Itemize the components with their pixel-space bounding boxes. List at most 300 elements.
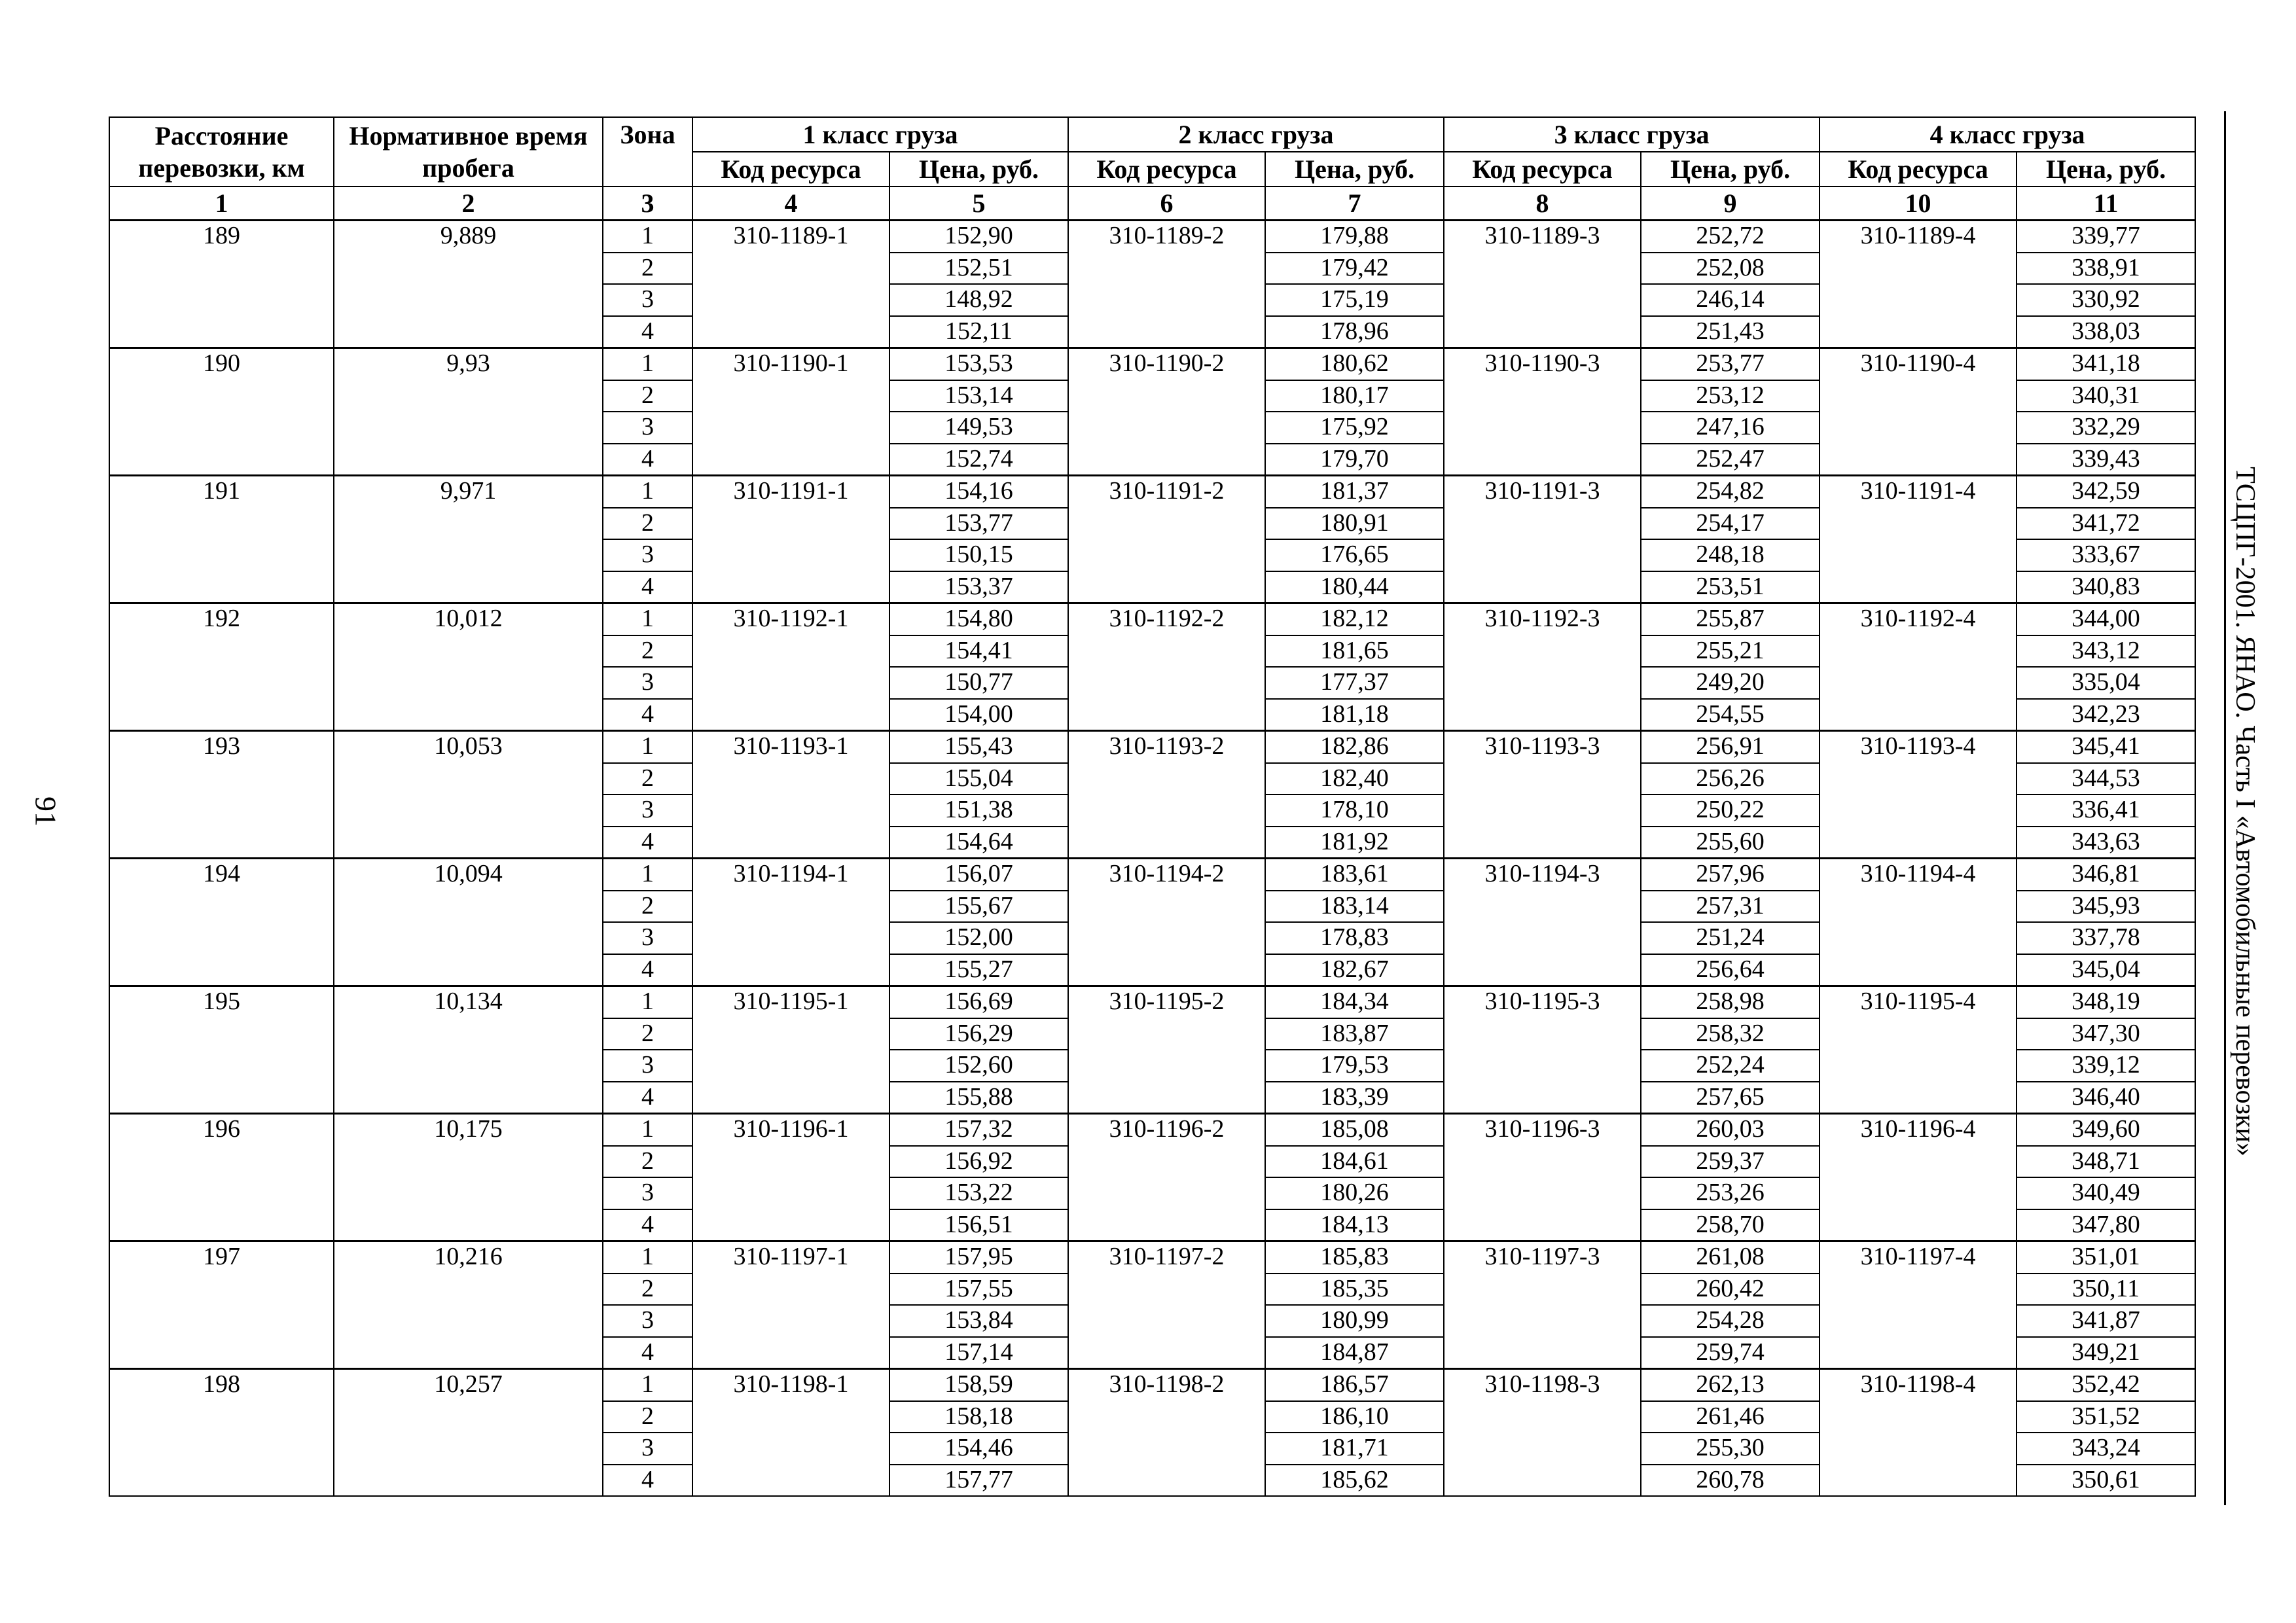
resource-code-cell: 310-1191-1 xyxy=(692,476,889,603)
tariff-table xyxy=(109,116,2196,1497)
price-cell: 152,11 xyxy=(889,316,1068,348)
price-cell: 157,77 xyxy=(889,1465,1068,1497)
price-cell: 253,77 xyxy=(1641,348,1820,380)
column-number-row xyxy=(109,187,2195,221)
column-number: 3 xyxy=(603,187,692,221)
distance-cell: 193 xyxy=(109,731,334,859)
price-cell: 152,00 xyxy=(889,922,1068,954)
price-cell: 252,08 xyxy=(1641,253,1820,285)
price-cell: 333,67 xyxy=(2017,539,2195,571)
price-cell: 250,22 xyxy=(1641,794,1820,827)
resource-code-cell: 310-1194-2 xyxy=(1068,859,1265,986)
price-cell: 251,43 xyxy=(1641,316,1820,348)
price-cell: 252,47 xyxy=(1641,444,1820,476)
resource-code-cell: 310-1189-1 xyxy=(692,221,889,348)
price-cell: 154,64 xyxy=(889,827,1068,859)
price-cell: 349,60 xyxy=(2017,1114,2195,1146)
price-cell: 251,24 xyxy=(1641,922,1820,954)
price-cell: 342,59 xyxy=(2017,476,2195,508)
price-cell: 185,83 xyxy=(1265,1241,1444,1274)
resource-code-cell: 310-1190-3 xyxy=(1444,348,1641,476)
price-cell: 255,30 xyxy=(1641,1433,1820,1465)
resource-code-cell: 310-1193-2 xyxy=(1068,731,1265,859)
price-cell: 179,88 xyxy=(1265,221,1444,253)
price-cell: 346,81 xyxy=(2017,859,2195,891)
price-cell: 182,40 xyxy=(1265,763,1444,795)
header-code: Код ресурса xyxy=(1068,152,1265,187)
header-distance: Расстояние перевозки, км xyxy=(109,117,334,187)
price-cell: 340,83 xyxy=(2017,571,2195,603)
price-cell: 180,26 xyxy=(1265,1177,1444,1209)
price-cell: 249,20 xyxy=(1641,667,1820,699)
price-cell: 246,14 xyxy=(1641,284,1820,316)
price-cell: 183,87 xyxy=(1265,1018,1444,1050)
zone-cell: 2 xyxy=(603,1274,692,1306)
price-cell: 350,11 xyxy=(2017,1274,2195,1306)
price-cell: 257,31 xyxy=(1641,891,1820,923)
resource-code-cell: 310-1190-2 xyxy=(1068,348,1265,476)
price-cell: 157,32 xyxy=(889,1114,1068,1146)
price-cell: 257,65 xyxy=(1641,1082,1820,1114)
zone-cell: 2 xyxy=(603,1018,692,1050)
price-cell: 255,21 xyxy=(1641,635,1820,668)
zone-cell: 4 xyxy=(603,316,692,348)
price-cell: 342,23 xyxy=(2017,699,2195,731)
price-cell: 341,72 xyxy=(2017,508,2195,540)
zone-cell: 4 xyxy=(603,1209,692,1241)
resource-code-cell: 310-1191-2 xyxy=(1068,476,1265,603)
zone-cell: 1 xyxy=(603,348,692,380)
price-cell: 253,12 xyxy=(1641,380,1820,412)
price-cell: 260,78 xyxy=(1641,1465,1820,1497)
price-cell: 176,65 xyxy=(1265,539,1444,571)
price-cell: 152,74 xyxy=(889,444,1068,476)
table-row xyxy=(109,348,2195,380)
price-cell: 184,13 xyxy=(1265,1209,1444,1241)
norm-time-cell: 10,134 xyxy=(334,986,603,1114)
price-cell: 183,61 xyxy=(1265,859,1444,891)
resource-code-cell: 310-1195-1 xyxy=(692,986,889,1114)
price-cell: 155,43 xyxy=(889,731,1068,763)
resource-code-cell: 310-1196-1 xyxy=(692,1114,889,1241)
resource-code-cell: 310-1194-1 xyxy=(692,859,889,986)
price-cell: 258,70 xyxy=(1641,1209,1820,1241)
header-class-4: 4 класс груза xyxy=(1820,117,2195,152)
column-number: 2 xyxy=(334,187,603,221)
distance-cell: 190 xyxy=(109,348,334,476)
price-cell: 179,53 xyxy=(1265,1050,1444,1082)
resource-code-cell: 310-1197-2 xyxy=(1068,1241,1265,1369)
price-cell: 343,24 xyxy=(2017,1433,2195,1465)
resource-code-cell: 310-1194-3 xyxy=(1444,859,1641,986)
price-cell: 153,53 xyxy=(889,348,1068,380)
price-cell: 259,74 xyxy=(1641,1337,1820,1369)
resource-code-cell: 310-1193-3 xyxy=(1444,731,1641,859)
price-cell: 157,14 xyxy=(889,1337,1068,1369)
price-cell: 186,10 xyxy=(1265,1401,1444,1433)
price-cell: 185,35 xyxy=(1265,1274,1444,1306)
price-cell: 344,53 xyxy=(2017,763,2195,795)
price-cell: 256,64 xyxy=(1641,954,1820,986)
header-code: Код ресурса xyxy=(692,152,889,187)
price-cell: 352,42 xyxy=(2017,1369,2195,1401)
resource-code-cell: 310-1190-4 xyxy=(1820,348,2017,476)
price-cell: 343,12 xyxy=(2017,635,2195,668)
zone-cell: 2 xyxy=(603,635,692,668)
zone-cell: 4 xyxy=(603,699,692,731)
price-cell: 345,93 xyxy=(2017,891,2195,923)
price-cell: 345,41 xyxy=(2017,731,2195,763)
price-cell: 261,08 xyxy=(1641,1241,1820,1274)
price-cell: 182,86 xyxy=(1265,731,1444,763)
price-cell: 255,60 xyxy=(1641,827,1820,859)
table-row xyxy=(109,221,2195,253)
price-cell: 156,07 xyxy=(889,859,1068,891)
price-cell: 177,37 xyxy=(1265,667,1444,699)
norm-time-cell: 10,216 xyxy=(334,1241,603,1369)
zone-cell: 3 xyxy=(603,667,692,699)
price-cell: 181,92 xyxy=(1265,827,1444,859)
price-cell: 178,10 xyxy=(1265,794,1444,827)
resource-code-cell: 310-1189-2 xyxy=(1068,221,1265,348)
price-cell: 262,13 xyxy=(1641,1369,1820,1401)
column-number: 5 xyxy=(889,187,1068,221)
zone-cell: 1 xyxy=(603,859,692,891)
norm-time-cell: 10,175 xyxy=(334,1114,603,1241)
price-cell: 254,17 xyxy=(1641,508,1820,540)
zone-cell: 4 xyxy=(603,1337,692,1369)
resource-code-cell: 310-1193-4 xyxy=(1820,731,2017,859)
price-cell: 338,03 xyxy=(2017,316,2195,348)
price-cell: 351,52 xyxy=(2017,1401,2195,1433)
resource-code-cell: 310-1192-1 xyxy=(692,603,889,731)
resource-code-cell: 310-1195-4 xyxy=(1820,986,2017,1114)
price-cell: 337,78 xyxy=(2017,922,2195,954)
price-cell: 184,87 xyxy=(1265,1337,1444,1369)
page-number: 91 xyxy=(29,796,63,827)
price-cell: 182,67 xyxy=(1265,954,1444,986)
zone-cell: 2 xyxy=(603,1401,692,1433)
price-cell: 153,77 xyxy=(889,508,1068,540)
price-cell: 339,77 xyxy=(2017,221,2195,253)
norm-time-cell: 9,93 xyxy=(334,348,603,476)
price-cell: 156,69 xyxy=(889,986,1068,1018)
price-cell: 340,31 xyxy=(2017,380,2195,412)
price-cell: 158,59 xyxy=(889,1369,1068,1401)
column-number: 7 xyxy=(1265,187,1444,221)
norm-time-cell: 10,012 xyxy=(334,603,603,731)
price-cell: 252,72 xyxy=(1641,221,1820,253)
price-cell: 151,38 xyxy=(889,794,1068,827)
resource-code-cell: 310-1198-2 xyxy=(1068,1369,1265,1497)
price-cell: 257,96 xyxy=(1641,859,1820,891)
price-cell: 248,18 xyxy=(1641,539,1820,571)
price-cell: 254,28 xyxy=(1641,1305,1820,1337)
price-cell: 256,26 xyxy=(1641,763,1820,795)
price-cell: 148,92 xyxy=(889,284,1068,316)
resource-code-cell: 310-1192-3 xyxy=(1444,603,1641,731)
zone-cell: 2 xyxy=(603,380,692,412)
price-cell: 153,14 xyxy=(889,380,1068,412)
price-cell: 155,88 xyxy=(889,1082,1068,1114)
column-number: 4 xyxy=(692,187,889,221)
price-cell: 343,63 xyxy=(2017,827,2195,859)
price-cell: 178,83 xyxy=(1265,922,1444,954)
price-cell: 149,53 xyxy=(889,412,1068,444)
price-cell: 153,84 xyxy=(889,1305,1068,1337)
resource-code-cell: 310-1192-2 xyxy=(1068,603,1265,731)
resource-code-cell: 310-1198-4 xyxy=(1820,1369,2017,1497)
price-cell: 346,40 xyxy=(2017,1082,2195,1114)
table-row xyxy=(109,603,2195,635)
resource-code-cell: 310-1192-4 xyxy=(1820,603,2017,731)
price-cell: 252,24 xyxy=(1641,1050,1820,1082)
price-cell: 260,42 xyxy=(1641,1274,1820,1306)
price-cell: 180,91 xyxy=(1265,508,1444,540)
price-cell: 338,91 xyxy=(2017,253,2195,285)
price-cell: 156,51 xyxy=(889,1209,1068,1241)
zone-cell: 1 xyxy=(603,476,692,508)
resource-code-cell: 310-1197-4 xyxy=(1820,1241,2017,1369)
price-cell: 183,14 xyxy=(1265,891,1444,923)
price-cell: 157,55 xyxy=(889,1274,1068,1306)
resource-code-cell: 310-1198-1 xyxy=(692,1369,889,1497)
header-class-3: 3 класс груза xyxy=(1444,117,1820,152)
price-cell: 152,60 xyxy=(889,1050,1068,1082)
price-cell: 339,12 xyxy=(2017,1050,2195,1082)
price-cell: 344,00 xyxy=(2017,603,2195,635)
table-row xyxy=(109,859,2195,891)
norm-time-cell: 9,889 xyxy=(334,221,603,348)
running-header: ТСЦПГ-2001. ЯНАО. Часть I «Автомобильные перевозки» xyxy=(2230,467,2260,1156)
price-cell: 184,34 xyxy=(1265,986,1444,1018)
distance-cell: 194 xyxy=(109,859,334,986)
column-number: 9 xyxy=(1641,187,1820,221)
price-cell: 181,18 xyxy=(1265,699,1444,731)
zone-cell: 1 xyxy=(603,986,692,1018)
price-cell: 349,21 xyxy=(2017,1337,2195,1369)
zone-cell: 3 xyxy=(603,1177,692,1209)
price-cell: 153,37 xyxy=(889,571,1068,603)
table-row xyxy=(109,1241,2195,1274)
resource-code-cell: 310-1195-2 xyxy=(1068,986,1265,1114)
norm-time-cell: 10,053 xyxy=(334,731,603,859)
side-rule xyxy=(2224,111,2226,1505)
table-row xyxy=(109,1369,2195,1401)
price-cell: 345,04 xyxy=(2017,954,2195,986)
price-cell: 154,46 xyxy=(889,1433,1068,1465)
price-cell: 156,92 xyxy=(889,1146,1068,1178)
price-cell: 253,26 xyxy=(1641,1177,1820,1209)
header-price: Цена, руб. xyxy=(889,152,1068,187)
zone-cell: 2 xyxy=(603,891,692,923)
price-cell: 179,42 xyxy=(1265,253,1444,285)
column-number: 8 xyxy=(1444,187,1641,221)
price-cell: 152,51 xyxy=(889,253,1068,285)
price-cell: 332,29 xyxy=(2017,412,2195,444)
zone-cell: 3 xyxy=(603,1433,692,1465)
zone-cell: 4 xyxy=(603,571,692,603)
column-number: 1 xyxy=(109,187,334,221)
header-class-2: 2 класс груза xyxy=(1068,117,1444,152)
resource-code-cell: 310-1189-4 xyxy=(1820,221,2017,348)
price-cell: 259,37 xyxy=(1641,1146,1820,1178)
price-cell: 155,27 xyxy=(889,954,1068,986)
resource-code-cell: 310-1198-3 xyxy=(1444,1369,1641,1497)
price-cell: 180,62 xyxy=(1265,348,1444,380)
price-cell: 181,37 xyxy=(1265,476,1444,508)
price-cell: 184,61 xyxy=(1265,1146,1444,1178)
price-cell: 335,04 xyxy=(2017,667,2195,699)
zone-cell: 1 xyxy=(603,221,692,253)
price-cell: 186,57 xyxy=(1265,1369,1444,1401)
price-cell: 330,92 xyxy=(2017,284,2195,316)
zone-cell: 3 xyxy=(603,284,692,316)
zone-cell: 4 xyxy=(603,1082,692,1114)
price-cell: 341,87 xyxy=(2017,1305,2195,1337)
distance-cell: 191 xyxy=(109,476,334,603)
zone-cell: 1 xyxy=(603,603,692,635)
price-cell: 181,65 xyxy=(1265,635,1444,668)
resource-code-cell: 310-1197-1 xyxy=(692,1241,889,1369)
distance-cell: 189 xyxy=(109,221,334,348)
price-cell: 179,70 xyxy=(1265,444,1444,476)
price-cell: 182,12 xyxy=(1265,603,1444,635)
price-cell: 185,62 xyxy=(1265,1465,1444,1497)
resource-code-cell: 310-1193-1 xyxy=(692,731,889,859)
price-cell: 154,80 xyxy=(889,603,1068,635)
price-cell: 255,87 xyxy=(1641,603,1820,635)
norm-time-cell: 10,257 xyxy=(334,1369,603,1497)
table-body xyxy=(109,221,2195,1497)
price-cell: 348,71 xyxy=(2017,1146,2195,1178)
price-cell: 261,46 xyxy=(1641,1401,1820,1433)
header-class-1: 1 класс груза xyxy=(692,117,1068,152)
table-row xyxy=(109,476,2195,508)
price-cell: 260,03 xyxy=(1641,1114,1820,1146)
price-cell: 336,41 xyxy=(2017,794,2195,827)
resource-code-cell: 310-1189-3 xyxy=(1444,221,1641,348)
header-code: Код ресурса xyxy=(1444,152,1641,187)
price-cell: 253,51 xyxy=(1641,571,1820,603)
price-cell: 154,16 xyxy=(889,476,1068,508)
distance-cell: 197 xyxy=(109,1241,334,1369)
price-cell: 254,55 xyxy=(1641,699,1820,731)
price-cell: 339,43 xyxy=(2017,444,2195,476)
zone-cell: 2 xyxy=(603,253,692,285)
price-cell: 178,96 xyxy=(1265,316,1444,348)
resource-code-cell: 310-1197-3 xyxy=(1444,1241,1641,1369)
zone-cell: 4 xyxy=(603,827,692,859)
price-cell: 340,49 xyxy=(2017,1177,2195,1209)
price-cell: 181,71 xyxy=(1265,1433,1444,1465)
table-row xyxy=(109,731,2195,763)
zone-cell: 3 xyxy=(603,412,692,444)
table-row xyxy=(109,986,2195,1018)
zone-cell: 3 xyxy=(603,539,692,571)
norm-time-cell: 9,971 xyxy=(334,476,603,603)
price-cell: 153,22 xyxy=(889,1177,1068,1209)
zone-cell: 3 xyxy=(603,1305,692,1337)
price-cell: 150,77 xyxy=(889,667,1068,699)
resource-code-cell: 310-1190-1 xyxy=(692,348,889,476)
price-cell: 341,18 xyxy=(2017,348,2195,380)
price-cell: 183,39 xyxy=(1265,1082,1444,1114)
zone-cell: 4 xyxy=(603,954,692,986)
resource-code-cell: 310-1196-4 xyxy=(1820,1114,2017,1241)
price-cell: 154,41 xyxy=(889,635,1068,668)
norm-time-cell: 10,094 xyxy=(334,859,603,986)
price-cell: 350,61 xyxy=(2017,1465,2195,1497)
zone-cell: 2 xyxy=(603,763,692,795)
resource-code-cell: 310-1196-3 xyxy=(1444,1114,1641,1241)
header-code: Код ресурса xyxy=(1820,152,2017,187)
price-cell: 154,00 xyxy=(889,699,1068,731)
price-cell: 247,16 xyxy=(1641,412,1820,444)
resource-code-cell: 310-1191-3 xyxy=(1444,476,1641,603)
table-row xyxy=(109,1114,2195,1146)
resource-code-cell: 310-1196-2 xyxy=(1068,1114,1265,1241)
zone-cell: 3 xyxy=(603,794,692,827)
zone-cell: 2 xyxy=(603,508,692,540)
price-cell: 347,30 xyxy=(2017,1018,2195,1050)
price-cell: 180,99 xyxy=(1265,1305,1444,1337)
column-number: 10 xyxy=(1820,187,2017,221)
price-cell: 348,19 xyxy=(2017,986,2195,1018)
zone-cell: 3 xyxy=(603,922,692,954)
header-zone: Зона xyxy=(603,117,692,187)
distance-cell: 196 xyxy=(109,1114,334,1241)
price-cell: 185,08 xyxy=(1265,1114,1444,1146)
header-price: Цена, руб. xyxy=(1265,152,1444,187)
distance-cell: 192 xyxy=(109,603,334,731)
resource-code-cell: 310-1195-3 xyxy=(1444,986,1641,1114)
price-cell: 180,17 xyxy=(1265,380,1444,412)
header-norm-time: Нормативное время пробега xyxy=(334,117,603,187)
price-cell: 175,92 xyxy=(1265,412,1444,444)
price-cell: 351,01 xyxy=(2017,1241,2195,1274)
zone-cell: 1 xyxy=(603,731,692,763)
price-cell: 258,98 xyxy=(1641,986,1820,1018)
price-cell: 256,91 xyxy=(1641,731,1820,763)
zone-cell: 4 xyxy=(603,444,692,476)
zone-cell: 1 xyxy=(603,1369,692,1401)
price-cell: 150,15 xyxy=(889,539,1068,571)
resource-code-cell: 310-1194-4 xyxy=(1820,859,2017,986)
zone-cell: 4 xyxy=(603,1465,692,1497)
zone-cell: 2 xyxy=(603,1146,692,1178)
header-price: Цена, руб. xyxy=(2017,152,2195,187)
distance-cell: 198 xyxy=(109,1369,334,1497)
column-number: 11 xyxy=(2017,187,2195,221)
zone-cell: 1 xyxy=(603,1114,692,1146)
zone-cell: 1 xyxy=(603,1241,692,1274)
price-cell: 155,04 xyxy=(889,763,1068,795)
price-cell: 180,44 xyxy=(1265,571,1444,603)
price-cell: 347,80 xyxy=(2017,1209,2195,1241)
resource-code-cell: 310-1191-4 xyxy=(1820,476,2017,603)
price-cell: 254,82 xyxy=(1641,476,1820,508)
price-cell: 175,19 xyxy=(1265,284,1444,316)
price-cell: 157,95 xyxy=(889,1241,1068,1274)
distance-cell: 195 xyxy=(109,986,334,1114)
price-cell: 156,29 xyxy=(889,1018,1068,1050)
header-price: Цена, руб. xyxy=(1641,152,1820,187)
price-cell: 158,18 xyxy=(889,1401,1068,1433)
price-cell: 155,67 xyxy=(889,891,1068,923)
column-number: 6 xyxy=(1068,187,1265,221)
zone-cell: 3 xyxy=(603,1050,692,1082)
